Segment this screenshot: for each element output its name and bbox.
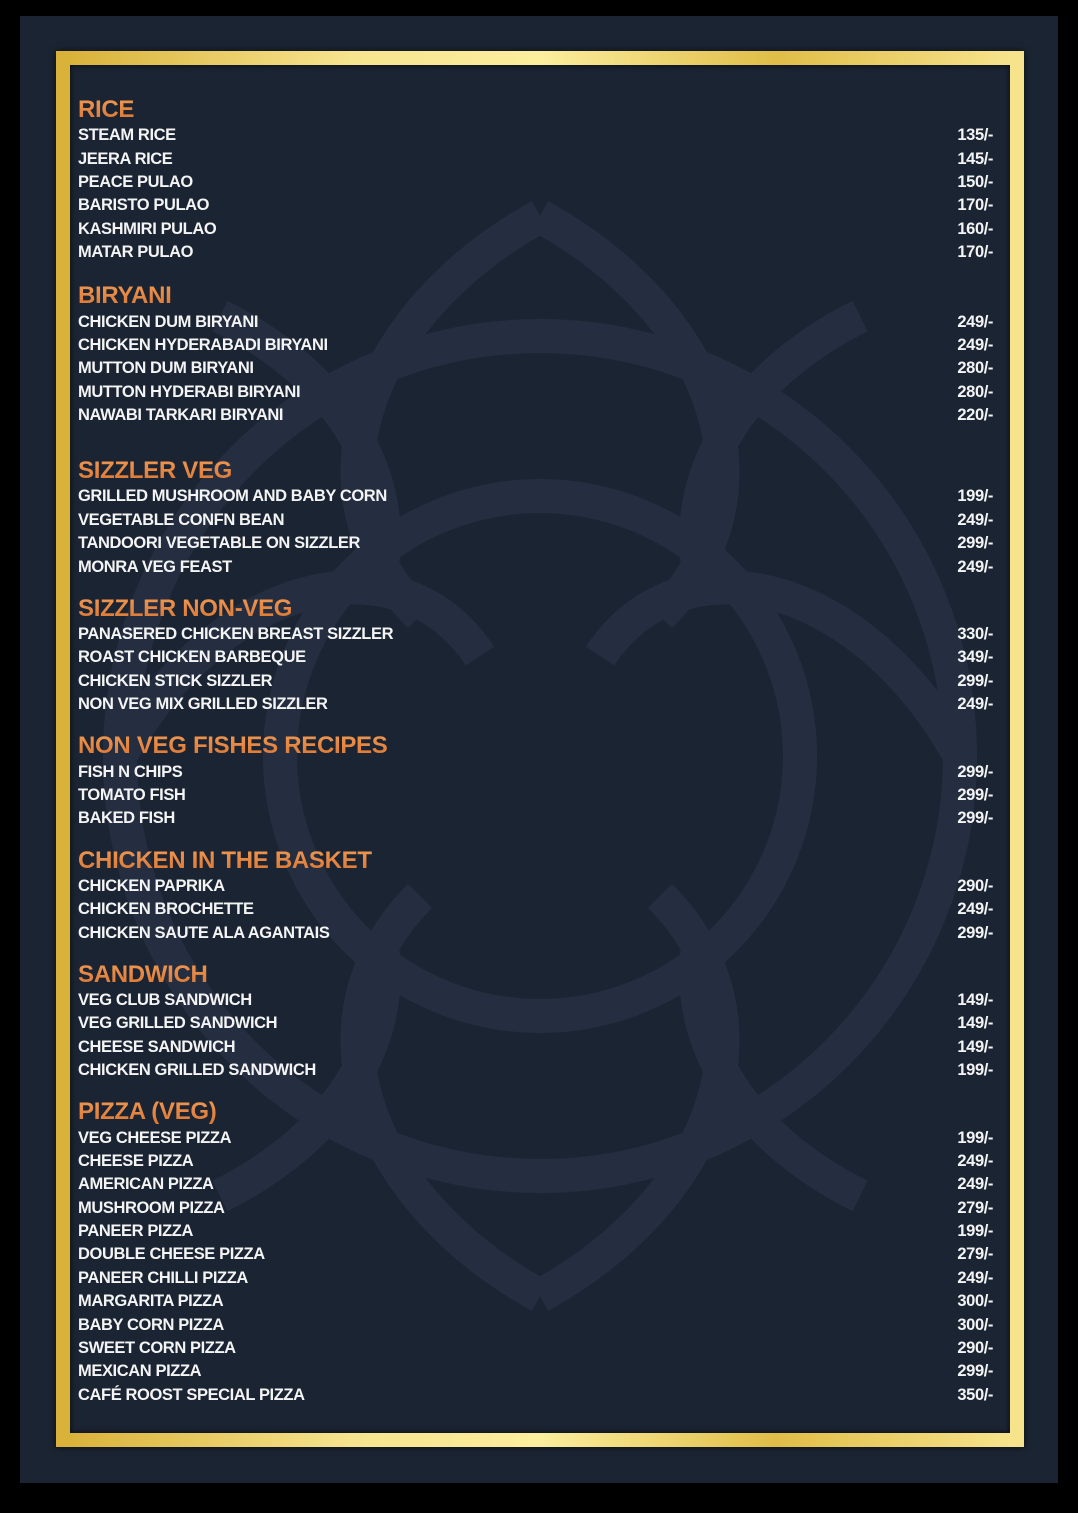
menu-item bbox=[78, 310, 993, 333]
item-name: MONRA VEG FEAST bbox=[78, 557, 232, 576]
section-title: RICE bbox=[78, 96, 993, 124]
menu-item bbox=[78, 623, 993, 646]
menu-item bbox=[78, 1243, 993, 1266]
item-name: PEACE PULAO bbox=[78, 172, 193, 191]
item-name: TOMATO FISH bbox=[78, 786, 186, 804]
item-name: CHICKEN DUM BIRYANI bbox=[78, 312, 259, 331]
section-sandwich bbox=[78, 961, 993, 1083]
item-name: CHICKEN STICK SIZZLER bbox=[78, 671, 273, 690]
menu-item bbox=[78, 1036, 993, 1059]
section-chicken-in-the-basket bbox=[78, 847, 993, 945]
item-price: 290/- bbox=[957, 1339, 993, 1358]
item-name: CHICKEN SAUTE ALA AGANTAIS bbox=[78, 923, 330, 942]
item-name: MUSHROOM PIZZA bbox=[78, 1198, 225, 1217]
item-price: 290/- bbox=[957, 876, 993, 895]
section-sizzler-veg bbox=[78, 457, 993, 579]
item-price: 249/- bbox=[957, 1268, 993, 1287]
item-price: 349/- bbox=[957, 648, 993, 667]
item-name: VEG GRILLED SANDWICH bbox=[78, 1014, 278, 1033]
section-title: CHICKEN IN THE BASKET bbox=[78, 847, 993, 875]
item-name: CHEESE SANDWICH bbox=[78, 1037, 236, 1056]
menu-item bbox=[78, 509, 993, 532]
menu-item bbox=[78, 670, 993, 693]
menu-item bbox=[78, 1337, 993, 1360]
item-price: 149/- bbox=[957, 1014, 993, 1033]
item-name: KASHMIRI PULAO bbox=[78, 219, 217, 238]
item-price: 299/- bbox=[957, 786, 993, 804]
item-price: 330/- bbox=[957, 625, 993, 644]
item-price: 350/- bbox=[957, 1385, 993, 1404]
section-title: BIRYANI bbox=[78, 282, 993, 310]
menu-item bbox=[78, 147, 993, 170]
item-name: JEERA RICE bbox=[78, 149, 173, 168]
item-price: 279/- bbox=[957, 1245, 993, 1264]
item-name: CHICKEN PAPRIKA bbox=[78, 876, 225, 895]
item-name: CAFÉ ROOST SPECIAL PIZZA bbox=[78, 1385, 305, 1404]
item-name: CHICKEN GRILLED SANDWICH bbox=[78, 1061, 316, 1080]
item-name: STEAM RICE bbox=[78, 126, 176, 145]
menu-item bbox=[78, 404, 993, 427]
item-name: VEGETABLE CONFN BEAN bbox=[78, 510, 285, 529]
item-name: CHICKEN BROCHETTE bbox=[78, 900, 254, 919]
item-price: 249/- bbox=[957, 1175, 993, 1194]
menu-item bbox=[78, 1173, 993, 1196]
menu-item bbox=[78, 485, 993, 508]
menu-item bbox=[78, 989, 993, 1012]
item-name: CHEESE PIZZA bbox=[78, 1151, 194, 1170]
item-price: 249/- bbox=[957, 557, 993, 576]
item-name: ROAST CHICKEN BARBEQUE bbox=[78, 648, 306, 667]
item-price: 135/- bbox=[957, 126, 993, 145]
item-name: NON VEG MIX GRILLED SIZZLER bbox=[78, 695, 328, 714]
item-name: MARGARITA PIZZA bbox=[78, 1292, 224, 1311]
section-sizzler-non-veg bbox=[78, 595, 993, 717]
item-price: 150/- bbox=[957, 172, 993, 191]
menu-item bbox=[78, 784, 993, 807]
item-price: 299/- bbox=[957, 671, 993, 690]
section-title: NON VEG FISHES RECIPES bbox=[78, 732, 993, 760]
item-price: 199/- bbox=[957, 487, 993, 506]
item-price: 249/- bbox=[957, 1151, 993, 1170]
menu-item bbox=[78, 381, 993, 404]
menu-item bbox=[78, 1126, 993, 1149]
item-price: 199/- bbox=[957, 1061, 993, 1080]
item-price: 170/- bbox=[957, 196, 993, 215]
menu-item bbox=[78, 1267, 993, 1290]
item-name: BABY CORN PIZZA bbox=[78, 1315, 224, 1334]
item-name: AMERICAN PIZZA bbox=[78, 1175, 214, 1194]
menu-item bbox=[78, 1150, 993, 1173]
item-name: BAKED FISH bbox=[78, 809, 175, 828]
menu-item bbox=[78, 194, 993, 217]
menu-item bbox=[78, 532, 993, 555]
menu-item bbox=[78, 1220, 993, 1243]
item-name: DOUBLE CHEESE PIZZA bbox=[78, 1245, 265, 1264]
section-non-veg-fishes bbox=[78, 732, 993, 830]
item-price: 220/- bbox=[957, 406, 993, 425]
menu-item bbox=[78, 218, 993, 241]
item-price: 299/- bbox=[957, 1362, 993, 1381]
item-price: 149/- bbox=[957, 990, 993, 1009]
menu-item bbox=[78, 1313, 993, 1336]
section-title: PIZZA (VEG) bbox=[78, 1098, 993, 1126]
item-price: 249/- bbox=[957, 335, 993, 354]
item-price: 299/- bbox=[957, 923, 993, 942]
menu-item bbox=[78, 1290, 993, 1313]
item-price: 199/- bbox=[957, 1128, 993, 1147]
item-name: MEXICAN PIZZA bbox=[78, 1362, 202, 1381]
menu-item bbox=[78, 875, 993, 898]
item-price: 280/- bbox=[957, 382, 993, 401]
section-pizza-veg bbox=[78, 1098, 993, 1407]
menu-item bbox=[78, 898, 993, 921]
menu-item bbox=[78, 171, 993, 194]
item-price: 199/- bbox=[957, 1222, 993, 1241]
item-price: 249/- bbox=[957, 695, 993, 714]
menu-content bbox=[78, 96, 993, 1407]
item-price: 279/- bbox=[957, 1198, 993, 1217]
item-name: VEG CLUB SANDWICH bbox=[78, 990, 252, 1009]
item-price: 249/- bbox=[957, 510, 993, 529]
menu-item bbox=[78, 334, 993, 357]
section-title: SANDWICH bbox=[78, 961, 993, 989]
menu-item bbox=[78, 760, 993, 783]
item-price: 299/- bbox=[957, 534, 993, 553]
item-name: PANEER PIZZA bbox=[78, 1222, 193, 1241]
menu-item bbox=[78, 646, 993, 669]
section-rice bbox=[78, 96, 993, 264]
item-price: 299/- bbox=[957, 762, 993, 781]
menu-item bbox=[78, 693, 993, 716]
item-price: 170/- bbox=[957, 243, 993, 262]
item-name: BARISTO PULAO bbox=[78, 196, 210, 215]
item-price: 160/- bbox=[957, 219, 993, 238]
section-biryani bbox=[78, 282, 993, 427]
item-name: SWEET CORN PIZZA bbox=[78, 1339, 236, 1358]
item-name: PANASERED CHICKEN BREAST SIZZLER bbox=[78, 625, 394, 644]
menu-item bbox=[78, 1059, 993, 1082]
item-price: 300/- bbox=[957, 1315, 993, 1334]
menu-item bbox=[78, 1197, 993, 1220]
item-price: 145/- bbox=[957, 149, 993, 168]
menu-item bbox=[78, 241, 993, 264]
item-name: GRILLED MUSHROOM AND BABY CORN bbox=[78, 487, 387, 506]
item-name: TANDOORI VEGETABLE ON SIZZLER bbox=[78, 534, 361, 553]
item-name: MUTTON HYDERABI BIRYANI bbox=[78, 382, 301, 401]
item-name: NAWABI TARKARI BIRYANI bbox=[78, 406, 284, 425]
item-price: 249/- bbox=[957, 900, 993, 919]
item-name: CHICKEN HYDERABADI BIRYANI bbox=[78, 335, 328, 354]
menu-item bbox=[78, 1012, 993, 1035]
menu-item bbox=[78, 124, 993, 147]
item-price: 300/- bbox=[957, 1292, 993, 1311]
item-name: MATAR PULAO bbox=[78, 243, 194, 262]
item-price: 299/- bbox=[957, 809, 993, 828]
section-title: SIZZLER NON-VEG bbox=[78, 595, 993, 623]
section-title: SIZZLER VEG bbox=[78, 457, 993, 485]
menu-item bbox=[78, 357, 993, 380]
menu-item bbox=[78, 555, 993, 578]
menu-item bbox=[78, 921, 993, 944]
item-price: 149/- bbox=[957, 1037, 993, 1056]
item-name: FISH N CHIPS bbox=[78, 762, 183, 781]
item-price: 249/- bbox=[957, 312, 993, 331]
item-price: 280/- bbox=[957, 359, 993, 378]
item-name: MUTTON DUM BIRYANI bbox=[78, 359, 254, 378]
menu-item bbox=[78, 1360, 993, 1383]
item-name: VEG CHEESE PIZZA bbox=[78, 1128, 232, 1147]
menu-item bbox=[78, 1384, 993, 1407]
item-name: PANEER CHILLI PIZZA bbox=[78, 1268, 248, 1287]
menu-item bbox=[78, 807, 993, 830]
